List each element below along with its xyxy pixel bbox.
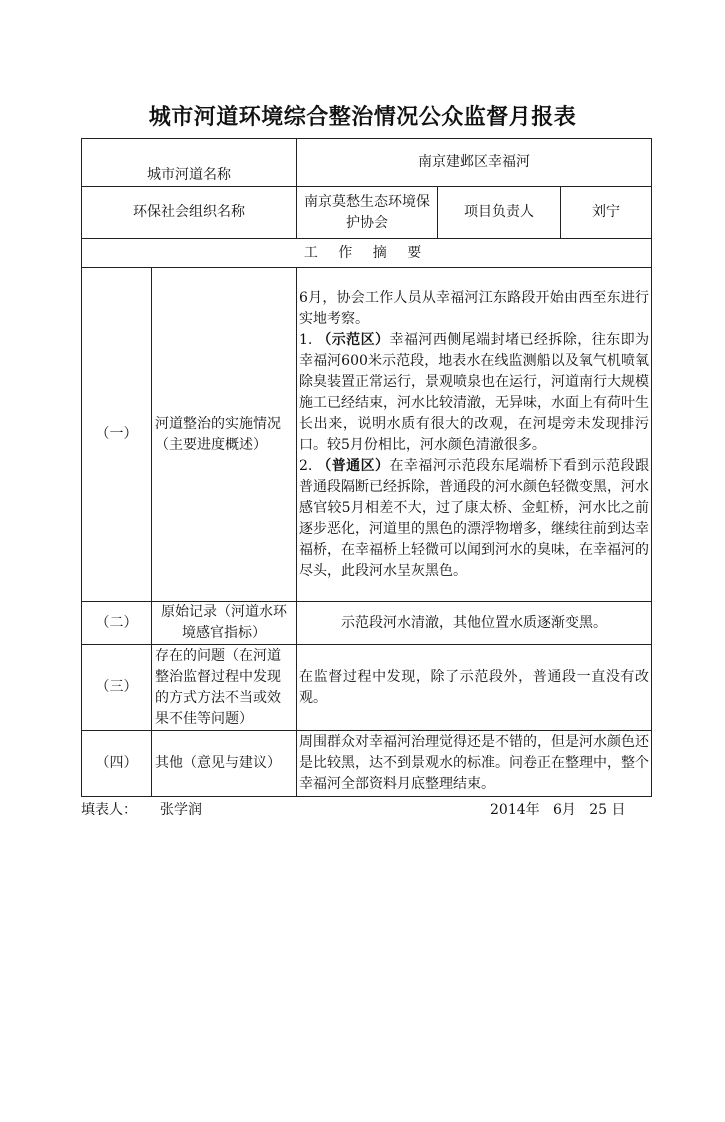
- leader-label: 项目负责人: [438, 187, 561, 239]
- demo-zone-tag: （示范区）: [317, 331, 390, 348]
- summary-row: [82, 239, 652, 268]
- section-1-item1-text: 幸福河西侧尾端封堵已经拆除，往东即为幸福河600米示范段，地表水在线监测船以及氧气机喷氧除臭装置正常运行，景观喷泉也在运行，河道南行大规模施工已经结束，河水比较清澈，无异味，水面上有荷叶生长出来，说明水质有很大的改观，在河堤旁未发现排污口。较5月份相比，河水颜色清澈很多。: [299, 331, 650, 453]
- section-1-label: 河道整治的实施情况（主要进度概述）: [152, 268, 297, 602]
- report-table: [81, 138, 652, 797]
- river-name-label: 城市河道名称: [82, 139, 297, 187]
- org-label: 环保社会组织名称: [82, 187, 297, 239]
- section-1-num: （一）: [82, 268, 152, 602]
- river-name-value: 南京建邺区幸福河: [297, 139, 652, 187]
- section-3-row: [82, 645, 652, 731]
- section-1-row: [82, 268, 652, 602]
- section-3-label: 存在的问题（在河道整治监督过程中发现的方式方法不当或效果不佳等问题）: [152, 645, 297, 731]
- filler-label: 填表人：: [81, 802, 137, 818]
- section-1-content: [297, 268, 652, 602]
- section-2-content: 示范段河水清澈，其他位置水质逐渐变黑。: [297, 602, 652, 645]
- section-4-row: [82, 731, 652, 797]
- org-value: 南京莫愁生态环境保护协会: [297, 187, 438, 239]
- report-title: 城市河道环境综合整治情况公众监督月报表: [148, 105, 577, 130]
- report-date: 2014年 6月 25 日: [490, 802, 626, 818]
- section-3-content: 在监督过程中发现，除了示范段外，普通段一直没有改观。: [297, 645, 652, 731]
- filler-name: 张学润: [160, 802, 202, 818]
- section-2-row: [82, 602, 652, 645]
- section-1-intro: 6月，协会工作人员从幸福河江东路段开始由西至东进行实地考察。: [299, 289, 650, 327]
- summary-label: 工 作 摘 要: [82, 239, 652, 268]
- section-4-label: 其他（意见与建议）: [152, 731, 297, 797]
- leader-value: 刘宁: [561, 187, 652, 239]
- section-2-label: 原始记录（河道水环境感官指标）: [152, 602, 297, 645]
- section-1-item2-prefix: 2.: [299, 457, 318, 474]
- normal-zone-tag: （普通区）: [317, 457, 390, 474]
- section-3-num: （三）: [82, 645, 152, 731]
- section-1-item1-prefix: 1.: [299, 331, 318, 348]
- section-1-item2-text: 在幸福河示范段东尾端桥下看到示范段跟普通段隔断已经拆除，普通段的河水颜色轻微变黑，河水感官较5月相差不大，过了康太桥、金虹桥，河水比之前逐步恶化，河道里的黑色的漂浮物增多，继续往前到达幸福桥，在幸福桥上轻微可以闻到河水的臭味，在幸福河的尽头，此段河水呈灰黑色。: [299, 457, 650, 579]
- org-row: [82, 187, 652, 239]
- section-4-num: （四）: [82, 731, 152, 797]
- river-name-row: [82, 139, 652, 187]
- section-4-content: 周围群众对幸福河治理觉得还是不错的，但是河水颜色还是比较黑，达不到景观水的标准。问卷正在整理中，整个幸福河全部资料月底整理结束。: [297, 731, 652, 797]
- section-2-num: （二）: [82, 602, 152, 645]
